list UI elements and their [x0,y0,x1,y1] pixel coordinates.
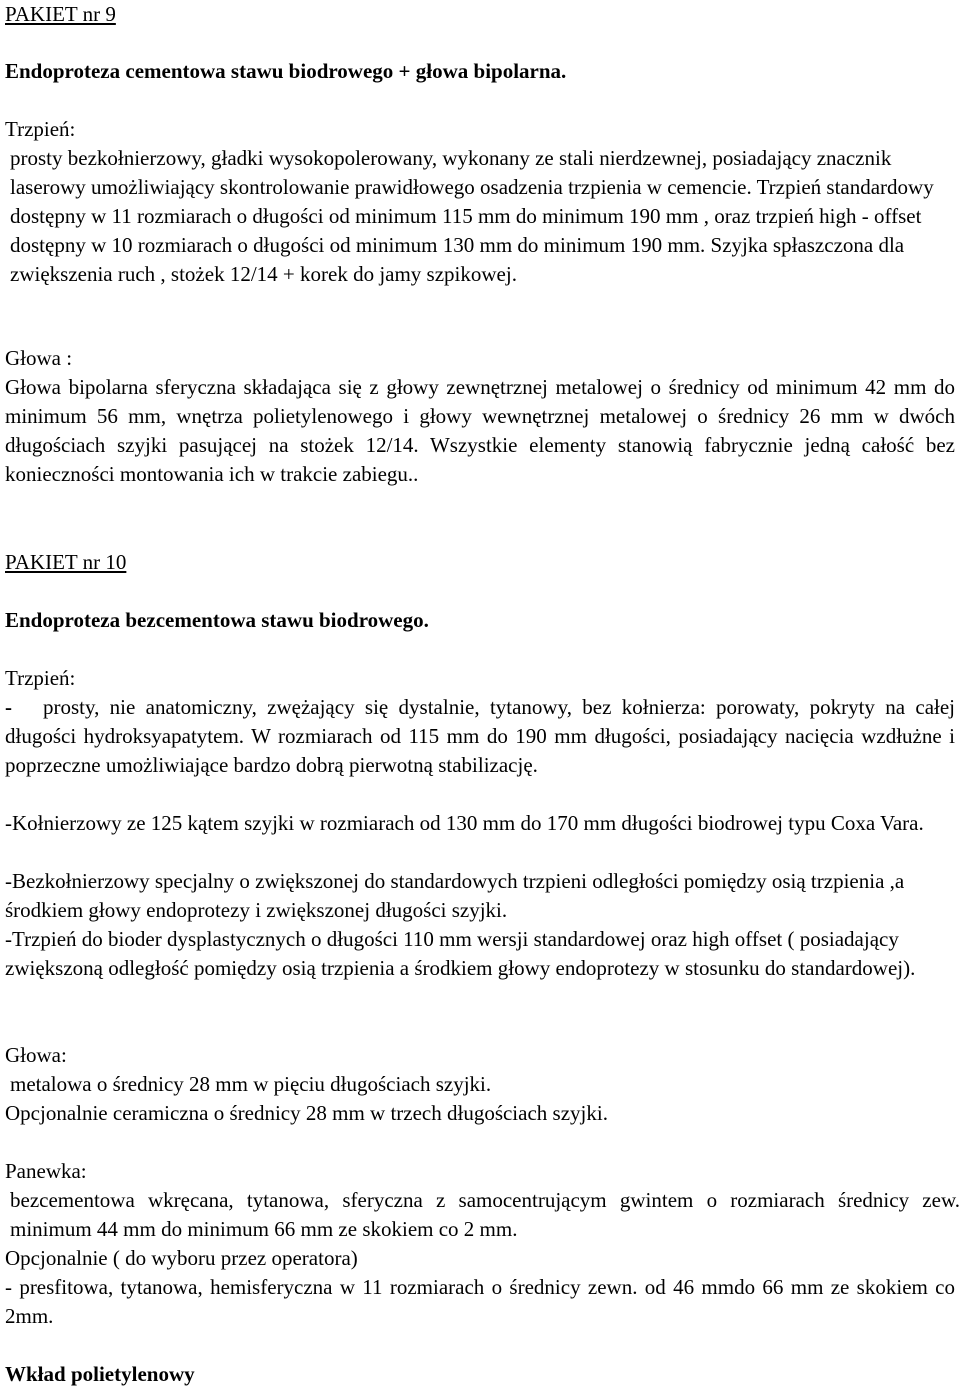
pakiet-10-trzpien-label: Trzpień: [5,666,76,690]
pakiet-9-glowa-label: Głowa : [5,346,73,370]
pakiet-10-bezkolnierzowy: -Bezkołnierzowy specjalny o zwiększonej do standardowych trzpieni odległości pomiędzy osią trzpienia ,a środkiem głowy endoprotezy i zwiększonej długości szyjki. [5,869,905,922]
pakiet-9-trzpien-text: prosty bezkołnierzowy, gładki wysokopolerowany, wykonany ze stali nierdzewnej, posiadający znacznik laserowy umożliwiający skontrolowanie prawidłowego osadzenia trzpienia w cemencie. Trzpień standardowy dostępny w 11 rozmiarach o długości od minimum 115 mm do minimum 190 mm , oraz trzpień high - offset dostępny w 10 rozmiarach o długości od minimum 130 mm do minimum 190 mm. Szyjka spłaszczona dla zwiększenia ruch , stożek 12/14 + korek do jamy szpikowej. [10,146,934,286]
pakiet-9-heading: PAKIET nr 9 [5,2,116,26]
pakiet-10-glowa-line2: Opcjonalnie ceramiczna o średnicy 28 mm w trzech długościach szyjki. [5,1101,608,1125]
pakiet-10-glowa-label: Głowa: [5,1043,67,1067]
pakiet-10-heading: PAKIET nr 10 [5,550,127,574]
pakiet-10-panewka-presfit: - presfitowa, tytanowa, hemisferyczna w 11 rozmiarach o średnicy zewn. od 46 mmdo 66 mm ze skokiem co 2mm. [5,1275,955,1328]
pakiet-10-trzpien-dash: - [5,695,12,719]
pakiet-10-panewka-opcja: Opcjonalnie ( do wyboru przez operatora) [5,1246,358,1270]
pakiet-10-panewka-text: bezcementowa wkręcana, tytanowa, sferyczna z samocentrującym gwintem o rozmiarach średnicy zew. minimum 44 mm do minimum 66 mm ze skokiem co 2 mm. [10,1188,960,1241]
pakiet-10-glowa-line1: metalowa o średnicy 28 mm w pięciu długościach szyjki. [10,1072,492,1096]
pakiet-10-kolnierzowy: -Kołnierzowy ze 125 kątem szyjki w rozmiarach od 130 mm do 170 mm długości biodrowej typu Coxa Vara. [5,811,924,835]
pakiet-9-title: Endoproteza cementowa stawu biodrowego + głowa bipolarna. [5,59,567,83]
pakiet-10-dysplastyczny: -Trzpień do bioder dysplastycznych o długości 110 mm wersji standardowej oraz high offset ( posiadający zwiększoną odległość pomiędzy osią trzpienia a środkiem głowy endoprotezy w stosunku do standardowej). [5,927,916,980]
pakiet-10-panewka-label: Panewka: [5,1159,87,1183]
pakiet-10-wklad-label: Wkład polietylenowy [5,1362,195,1386]
pakiet-10-trzpien-block [5,693,955,780]
pakiet-10-title: Endoproteza bezcementowa stawu biodrowego. [5,608,429,632]
pakiet-9-trzpien-label: Trzpień: [5,117,76,141]
pakiet-9-glowa-text: Głowa bipolarna sferyczna składająca się z głowy zewnętrznej metalowej o średnicy od minimum 42 mm do minimum 56 mm, wnętrza polietylenowego i głowy wewnętrznej metalowej o średnicy 26 mm w dwóch długościach szyjki pasującej na stożek 12/14. Wszystkie elementy stanowią fabrycznie jedną całość bez konieczności montowania ich w trakcie zabiegu.. [5,375,955,486]
pakiet-10-trzpien-text: prosty, nie anatomiczny, zwężający się dystalnie, tytanowy, bez kołnierza: porowaty, pokryty na całej długości hydroksyapatytem. W rozmiarach od 115 mm do 190 mm długości, posiadający nacięcia wzdłużne i poprzeczne umożliwiające bardzo dobrą pierwotną stabilizację. [5,695,955,777]
